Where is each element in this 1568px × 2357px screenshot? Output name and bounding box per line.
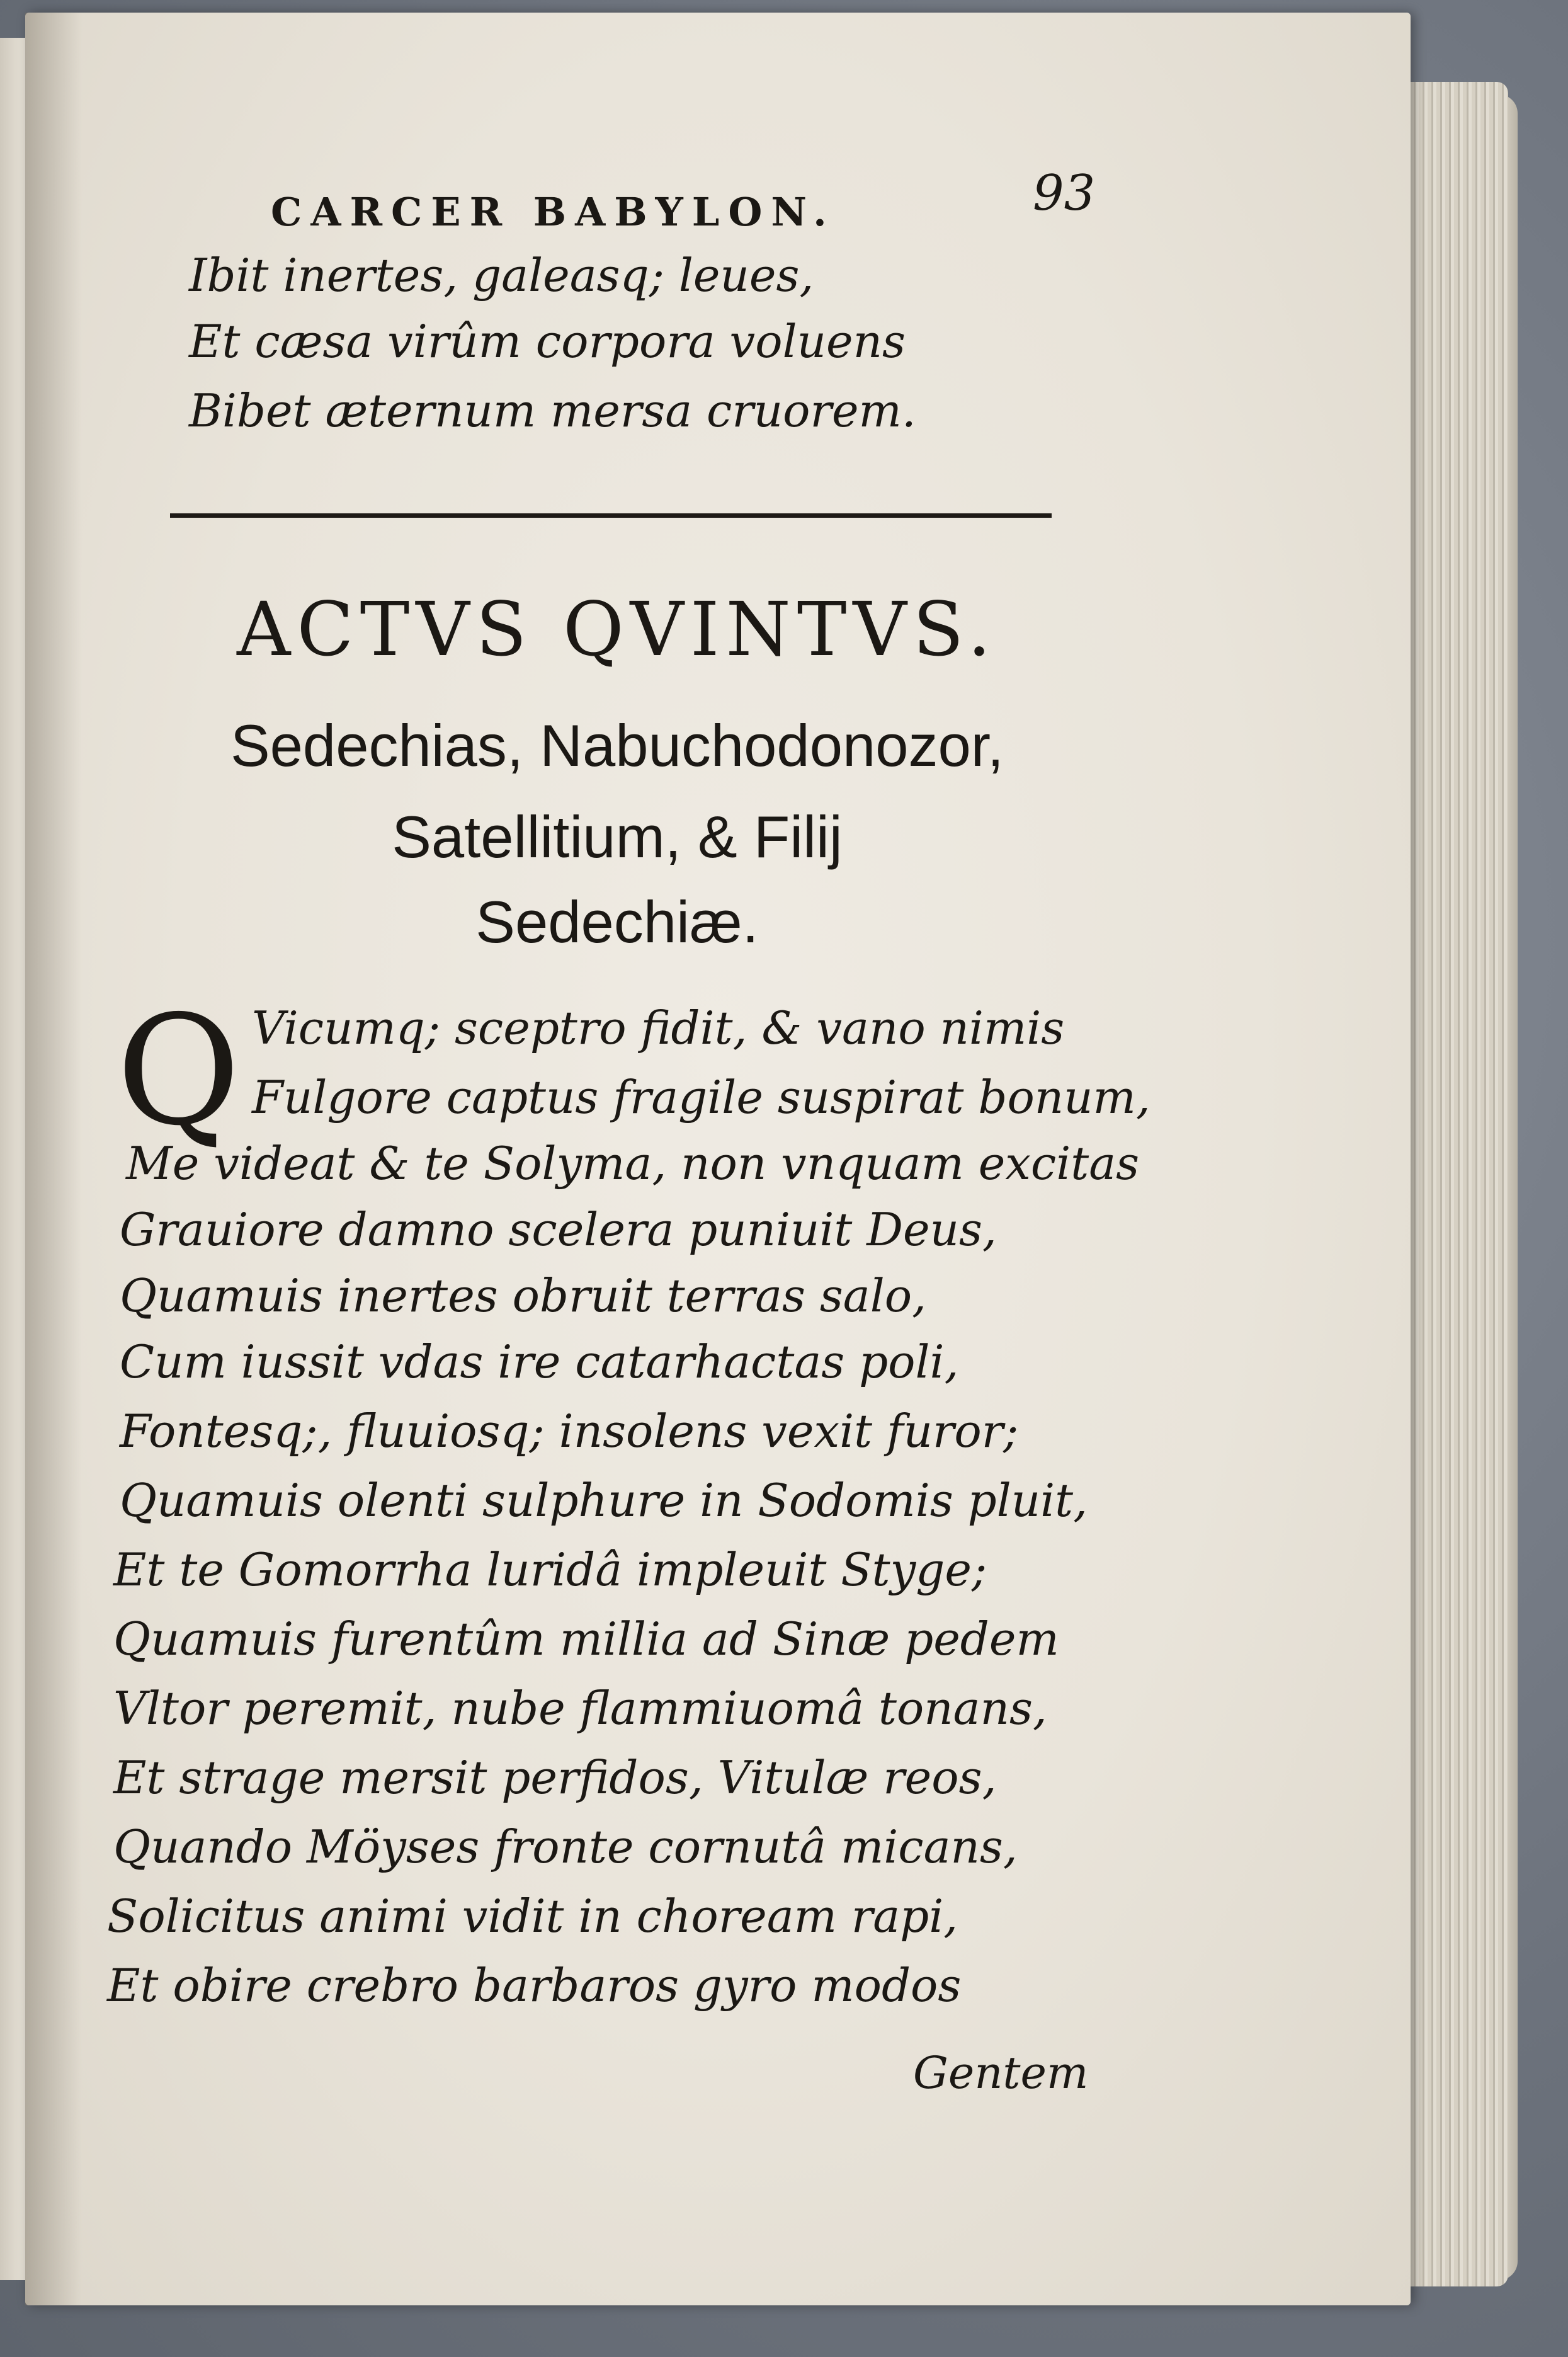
speech-line: Quamuis furentûm millia ad Sinæ pedem	[113, 1612, 1059, 1665]
dramatis-personae-line: Sedechiæ.	[475, 889, 759, 955]
speech-line: Quamuis inertes obruit terras salo,	[120, 1269, 926, 1322]
speech-line: Vicumq; sceptro fidit, & vano nimis	[252, 1002, 1065, 1054]
catchword: Gentem	[913, 2047, 1089, 2099]
speech-line: Grauiore damno scelera puniuit Deus,	[120, 1203, 997, 1256]
dramatis-personae-line: Sedechias, Nabuchodonozor,	[230, 712, 1004, 779]
speech-line: Fontesq;, fluuiosq; insolens vexit furor;	[120, 1405, 1019, 1458]
speech-line: Et strage mersit perfidos, Vitulæ reos,	[113, 1751, 997, 1804]
speech-line: Cum iussit vdas ire catarhactas poli,	[120, 1335, 959, 1388]
book-fore-edge	[1401, 82, 1508, 2286]
verse-line: Bibet æternum mersa cruorem.	[189, 384, 916, 437]
speech-line: Solicitus animi vidit in choream rapi,	[107, 1890, 958, 1943]
speech-line: Et obire crebro barbaros gyro modos	[107, 1959, 962, 2012]
verse-line: Et cæsa virûm corpora voluens	[189, 315, 906, 368]
speech-line: Fulgore captus fragile suspirat bonum,	[252, 1071, 1150, 1124]
running-head: CARCER BABYLON.	[271, 189, 836, 235]
speech-line: Vltor peremit, nube flammiuomâ tonans,	[113, 1682, 1047, 1735]
page-gutter-shadow	[25, 13, 82, 2305]
drop-cap: Q	[116, 983, 241, 1159]
verse-line: Ibit inertes, galeasq; leues,	[189, 249, 814, 302]
speech-line: Et te Gomorrha luridâ impleuit Styge;	[113, 1543, 987, 1596]
dramatis-personae-line: Satellitium, & Filij	[392, 804, 843, 870]
speech-line: Quamuis olenti sulphure in Sodomis pluit,	[120, 1474, 1088, 1527]
section-divider	[170, 513, 1052, 518]
speech-line: Me videat & te Solyma, non vnquam excitas	[126, 1137, 1140, 1190]
speech-line: Quando Möyses fronte cornutâ micans,	[113, 1820, 1018, 1873]
page-number: 93	[1033, 165, 1096, 222]
act-title: ACTVS QVINTVS.	[237, 586, 997, 673]
